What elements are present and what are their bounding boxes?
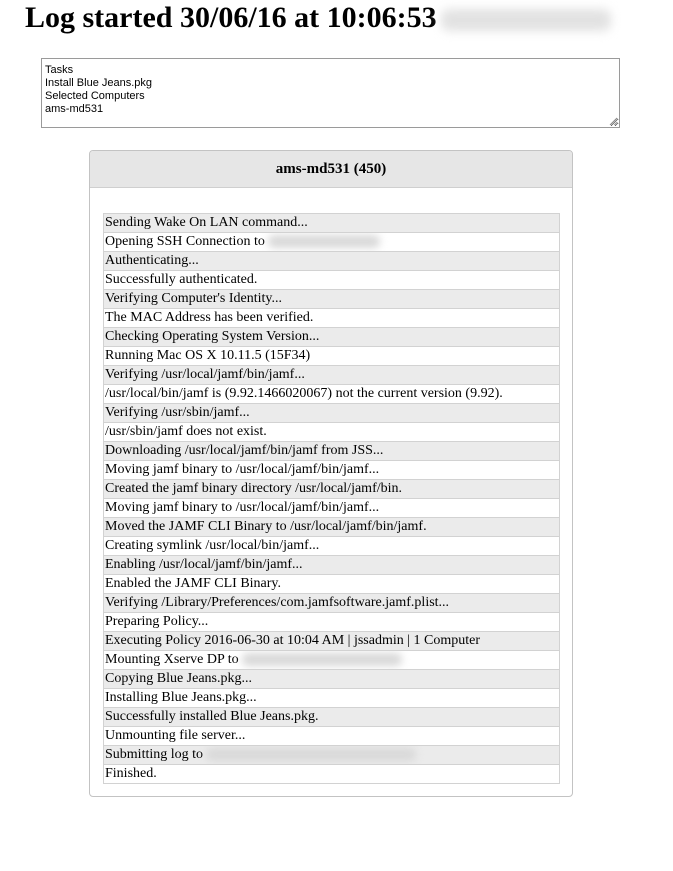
tasks-textarea[interactable] (41, 58, 620, 128)
log-line: Preparing Policy... (104, 613, 560, 632)
log-line: Enabled the JAMF CLI Binary. (104, 575, 560, 594)
table-row (104, 214, 560, 233)
table-row (104, 423, 560, 442)
log-line: Authenticating... (104, 252, 560, 271)
table-row (104, 594, 560, 613)
table-row (104, 461, 560, 480)
redacted-server-url (206, 748, 416, 761)
table-row (104, 366, 560, 385)
table-row (104, 746, 560, 765)
redacted-host (268, 235, 380, 248)
table-row (104, 670, 560, 689)
log-line-text: Submitting log to (105, 747, 204, 762)
log-line: Verifying Computer's Identity... (104, 290, 560, 309)
log-line: Running Mac OS X 10.11.5 (15F34) (104, 347, 560, 366)
log-line: Creating symlink /usr/local/bin/jamf... (104, 537, 560, 556)
log-line: Verifying /Library/Preferences/com.jamfsoftware.jamf.plist... (104, 594, 560, 613)
log-line (104, 233, 560, 252)
log-line: Verifying /usr/local/jamf/bin/jamf... (104, 366, 560, 385)
tasks-line: Install Blue Jeans.pkg (45, 77, 153, 89)
log-table (103, 213, 560, 784)
log-line: Sending Wake On LAN command... (104, 214, 560, 233)
log-line: /usr/local/bin/jamf is (9.92.1466020067) not the current version (9.92). (104, 385, 560, 404)
log-line-text: Opening SSH Connection to (105, 234, 265, 249)
log-line: Copying Blue Jeans.pkg... (104, 670, 560, 689)
table-row (104, 727, 560, 746)
table-row (104, 556, 560, 575)
table-row (104, 309, 560, 328)
log-line (104, 651, 560, 670)
log-title-text: Log started 30/06/16 at 10:06:53 (25, 1, 437, 34)
log-line: Successfully installed Blue Jeans.pkg. (104, 708, 560, 727)
table-row (104, 480, 560, 499)
table-row (104, 518, 560, 537)
table-row (104, 689, 560, 708)
table-row (104, 613, 560, 632)
table-row (104, 499, 560, 518)
redacted-server (242, 653, 402, 666)
log-line: Checking Operating System Version... (104, 328, 560, 347)
table-row (104, 765, 560, 784)
resize-grip-icon[interactable] (609, 117, 618, 126)
table-row (104, 233, 560, 252)
panel-header: ams-md531 (450) (90, 151, 572, 188)
log-line: /usr/sbin/jamf does not exist. (104, 423, 560, 442)
log-line: Finished. (104, 765, 560, 784)
computer-log-panel (89, 150, 573, 797)
log-line: Installing Blue Jeans.pkg... (104, 689, 560, 708)
table-row (104, 404, 560, 423)
table-row (104, 385, 560, 404)
log-line: Downloading /usr/local/jamf/bin/jamf from JSS... (104, 442, 560, 461)
log-line: Unmounting file server... (104, 727, 560, 746)
log-line: Moving jamf binary to /usr/local/jamf/bin/jamf... (104, 499, 560, 518)
log-line: The MAC Address has been verified. (104, 309, 560, 328)
log-line: Created the jamf binary directory /usr/local/jamf/bin. (104, 480, 560, 499)
table-row (104, 252, 560, 271)
log-line: Moving jamf binary to /usr/local/jamf/bin/jamf... (104, 461, 560, 480)
table-row (104, 271, 560, 290)
table-row (104, 651, 560, 670)
log-line: Moved the JAMF CLI Binary to /usr/local/jamf/bin/jamf. (104, 518, 560, 537)
table-row (104, 632, 560, 651)
tasks-line: ams-md531 (45, 103, 104, 115)
log-line-text: Mounting Xserve DP to (105, 652, 239, 667)
log-line: Executing Policy 2016-06-30 at 10:04 AM | jssadmin | 1 Computer (104, 632, 560, 651)
page-title (25, 0, 611, 36)
table-row (104, 290, 560, 309)
log-line (104, 746, 560, 765)
log-line: Successfully authenticated. (104, 271, 560, 290)
tasks-line: Selected Computers (45, 90, 145, 102)
table-row (104, 328, 560, 347)
tasks-line: Tasks (45, 64, 74, 76)
table-row (104, 708, 560, 727)
log-line: Enabling /usr/local/jamf/bin/jamf... (104, 556, 560, 575)
table-row (104, 575, 560, 594)
log-line: Verifying /usr/sbin/jamf... (104, 404, 560, 423)
redacted-title-suffix (441, 9, 611, 31)
table-row (104, 442, 560, 461)
table-row (104, 347, 560, 366)
table-row (104, 537, 560, 556)
